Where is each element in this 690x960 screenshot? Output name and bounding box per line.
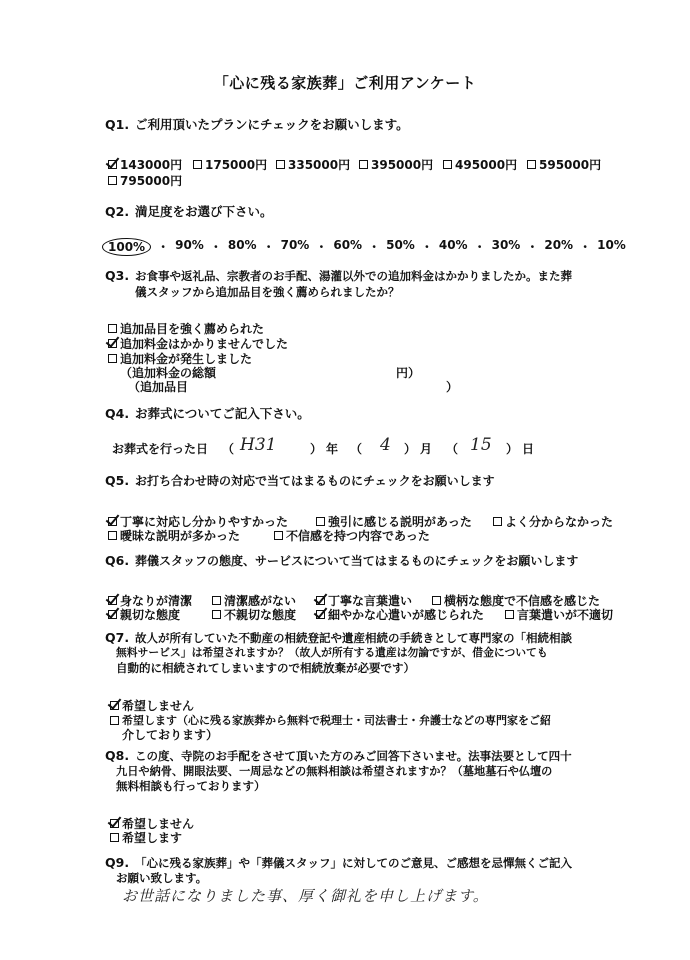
funeral-date-label: お葬式を行った日 (112, 442, 209, 456)
checkbox[interactable] (316, 517, 325, 526)
separator: ・ (157, 240, 170, 254)
survey-title: 「心に残る家族葬」ご利用アンケート (213, 74, 477, 92)
checkbox[interactable] (108, 354, 117, 363)
q3-text-line2: 儀スタッフから追加品目を強く薦められましたか？ (135, 285, 400, 299)
checkbox-checked[interactable] (108, 610, 117, 619)
checkbox[interactable] (110, 716, 119, 725)
q7-option-label: 希望します（心に残る家族葬から無料で税理士・司法書士・弁護士などの専門家をご紹 (122, 714, 551, 727)
q1-text: ご利用頂いたプランにチェックをお願いします。 (135, 117, 409, 132)
checkbox[interactable] (505, 610, 514, 619)
q6-number: Q6. (105, 553, 130, 568)
q1-option-143000[interactable] (108, 156, 182, 173)
separator: ・ (368, 240, 381, 254)
q1-number: Q1. (105, 117, 130, 132)
q5-option-vague[interactable] (108, 527, 240, 544)
q6-option-label: 言葉遣いが不適切 (517, 608, 614, 622)
q8-option-label: 希望しません (122, 817, 195, 831)
q1-option-label: 175000円 (205, 158, 268, 172)
satisfaction-50[interactable]: 50% (386, 238, 415, 252)
checkbox[interactable] (527, 160, 536, 169)
funeral-day-value[interactable]: 15 (470, 435, 492, 455)
checkbox[interactable] (110, 833, 119, 842)
q1-option-label: 395000円 (371, 158, 434, 172)
q9-text-line2: お願い致します。 (116, 871, 208, 885)
q5-option-label: よく分からなかった (505, 515, 614, 529)
separator: ・ (579, 240, 592, 254)
checkbox[interactable] (212, 610, 221, 619)
q1-option-495000[interactable] (443, 156, 517, 173)
q6-option-label: 清潔感がない (224, 594, 297, 608)
q5-option-distrust[interactable] (274, 527, 430, 544)
checkbox[interactable] (493, 517, 502, 526)
q7-question (105, 630, 572, 646)
q7-text-line1: 故人が所有していた不動産の相続登記や遺産相続の手続きとして専門家の「相続相談 (135, 631, 572, 645)
satisfaction-scale (108, 238, 626, 256)
q5-number: Q5. (105, 473, 130, 488)
q7-text-line2: 無料サービス」は希望されますか？（故人が所有する遺産は勿論ですが、借金についても (116, 646, 548, 659)
satisfaction-40[interactable]: 40% (438, 238, 468, 252)
q9-text-line1: 「心に残る家族葬」や「葬儀スタッフ」に対してのご意見、ご感想を忌憚無くご記入 (135, 856, 572, 870)
paren-open: （ (350, 442, 363, 456)
paren-open: （ (222, 442, 235, 456)
satisfaction-90[interactable]: 90% (175, 238, 204, 252)
q4-number: Q4. (105, 406, 130, 421)
q5-option-label: 曖昧な説明が多かった (120, 529, 241, 543)
q3-option-label: 追加品目を強く薦められた (120, 322, 265, 336)
q8-text-line2: 九日や納骨、開眼法要、一周忌などの無料相談は希望されますか？（墓地墓石や仏壇の (116, 765, 553, 778)
q3-question (105, 268, 572, 284)
q6-option-attentive[interactable] (316, 606, 484, 623)
q4-question (105, 404, 310, 422)
q1-option-175000[interactable] (193, 156, 267, 173)
year-unit: 年 (326, 442, 339, 456)
q9-number: Q9. (105, 855, 130, 870)
q3-option-label: 追加料金はかかりませんでした (120, 337, 289, 351)
checkbox[interactable] (274, 531, 283, 540)
checkbox-checked[interactable] (316, 610, 325, 619)
q8-question (105, 748, 572, 764)
q1-option-label: 143000円 (120, 158, 183, 172)
q7-text-line3: 自動的に相続されてしまいますので相続放棄が必要です） (116, 661, 415, 675)
checkbox-checked[interactable] (110, 701, 119, 710)
q8-text-line3: 無料相談も行っております） (116, 779, 266, 793)
q5-option-label: 不信感を持つ内容であった (286, 529, 430, 543)
q8-option-yes[interactable] (110, 829, 182, 846)
satisfaction-80[interactable]: 80% (227, 238, 257, 252)
day-unit: 日 (522, 442, 535, 456)
q1-option-label: 335000円 (288, 158, 351, 172)
q2-number: Q2. (105, 204, 130, 219)
q1-option-label: 595000円 (539, 158, 602, 172)
q3-text-line1: お食事や返礼品、宗教者のお手配、湯灌以外での追加料金はかかりましたか。また葬 (135, 269, 572, 283)
q6-option-label: 親切な態度 (120, 608, 181, 622)
q1-option-395000[interactable] (359, 156, 433, 173)
separator: ・ (315, 240, 328, 254)
separator: ・ (262, 240, 275, 254)
checkbox[interactable] (443, 160, 452, 169)
q6-option-label: 身なりが清潔 (120, 594, 193, 608)
q5-text: お打ち合わせ時の対応で当てはまるものにチェックをお願いします (135, 474, 495, 488)
satisfaction-100-selected[interactable]: 100% (102, 238, 151, 256)
checkbox-checked[interactable] (316, 596, 325, 605)
q8-text-line1: この度、寺院のお手配をさせて頂いた方のみご回答下さいませ。法事法要として四十 (135, 749, 572, 763)
q5-option-label: 丁寧に対応し分かりやすかった (120, 515, 289, 529)
q3-total-label: （追加料金の総額 (120, 366, 217, 380)
q2-question (105, 202, 273, 220)
q1-option-label: 495000円 (455, 158, 518, 172)
satisfaction-10[interactable]: 10% (597, 238, 626, 252)
q2-text: 満足度をお選び下さい。 (135, 204, 273, 219)
separator: ・ (209, 240, 222, 254)
paren-close: ） (506, 442, 519, 456)
checkbox[interactable] (276, 160, 285, 169)
checkbox-checked[interactable] (108, 339, 117, 348)
separator: ・ (473, 240, 486, 254)
checkbox-checked[interactable] (108, 596, 117, 605)
q3-items-label: （追加品目 (128, 380, 189, 394)
checkbox[interactable] (108, 324, 117, 333)
separator: ・ (526, 240, 539, 254)
q3-items-suffix: ） (446, 380, 459, 394)
q3-option-label: 追加料金が発生しました (120, 352, 253, 366)
funeral-year-value[interactable]: H31 (240, 435, 277, 455)
q6-option-label: 丁寧な言葉遣い (328, 594, 413, 608)
paren-open: （ (446, 442, 459, 456)
q6-option-label: 不親切な態度 (224, 608, 297, 622)
q6-option-bad-words[interactable] (505, 606, 613, 623)
month-unit: 月 (420, 442, 433, 456)
separator: ・ (420, 240, 433, 254)
q7-option-label: 希望しません (122, 699, 195, 713)
paren-close: ） (310, 442, 323, 456)
q9-handwritten-answer[interactable]: お世話になりました事、厚く御礼を申し上げます。 (122, 887, 489, 905)
satisfaction-20[interactable]: 20% (544, 238, 574, 252)
q6-text: 葬儀スタッフの態度、サービスについて当てはまるものにチェックをお願いします (135, 554, 579, 568)
satisfaction-60[interactable]: 60% (333, 238, 363, 252)
checkbox-checked[interactable] (108, 517, 117, 526)
checkbox[interactable] (359, 160, 368, 169)
q3-number: Q3. (105, 268, 130, 283)
q1-option-label: 795000円 (120, 174, 183, 188)
funeral-date-row (112, 440, 208, 457)
q1-option-335000[interactable] (276, 156, 350, 173)
q1-option-595000[interactable] (527, 156, 601, 173)
q6-question (105, 552, 578, 569)
q7-number: Q7. (105, 630, 130, 645)
checkbox[interactable] (108, 531, 117, 540)
checkbox[interactable] (212, 596, 221, 605)
q5-option-label: 強引に感じる説明があった (328, 515, 472, 529)
q7-option-yes-cont: 介しております） (122, 728, 219, 742)
checkbox-checked[interactable] (110, 819, 119, 828)
q3-total-suffix: 円） (396, 366, 421, 380)
q4-text: お葬式についてご記入下さい。 (135, 406, 310, 421)
checkbox-checked[interactable] (108, 160, 117, 169)
q9-question (105, 855, 572, 871)
q8-number: Q8. (105, 748, 130, 763)
q5-question (105, 472, 495, 489)
q8-option-label: 希望します (122, 831, 183, 845)
funeral-month-value[interactable]: 4 (380, 435, 391, 455)
satisfaction-30[interactable]: 30% (491, 238, 521, 252)
q1-option-795000[interactable] (108, 172, 182, 189)
checkbox[interactable] (432, 596, 441, 605)
q6-option-kind[interactable] (108, 606, 180, 623)
q1-question (105, 115, 409, 133)
q6-option-label: 細やかな心遣いが感じられた (328, 608, 485, 622)
satisfaction-70[interactable]: 70% (280, 238, 310, 252)
q6-option-unkind[interactable] (212, 606, 296, 623)
checkbox[interactable] (108, 176, 117, 185)
q6-option-label: 横柄な態度で不信感を感じた (444, 594, 601, 608)
q5-option-unclear[interactable] (493, 513, 613, 530)
checkbox[interactable] (193, 160, 202, 169)
paren-close: ） (404, 442, 417, 456)
